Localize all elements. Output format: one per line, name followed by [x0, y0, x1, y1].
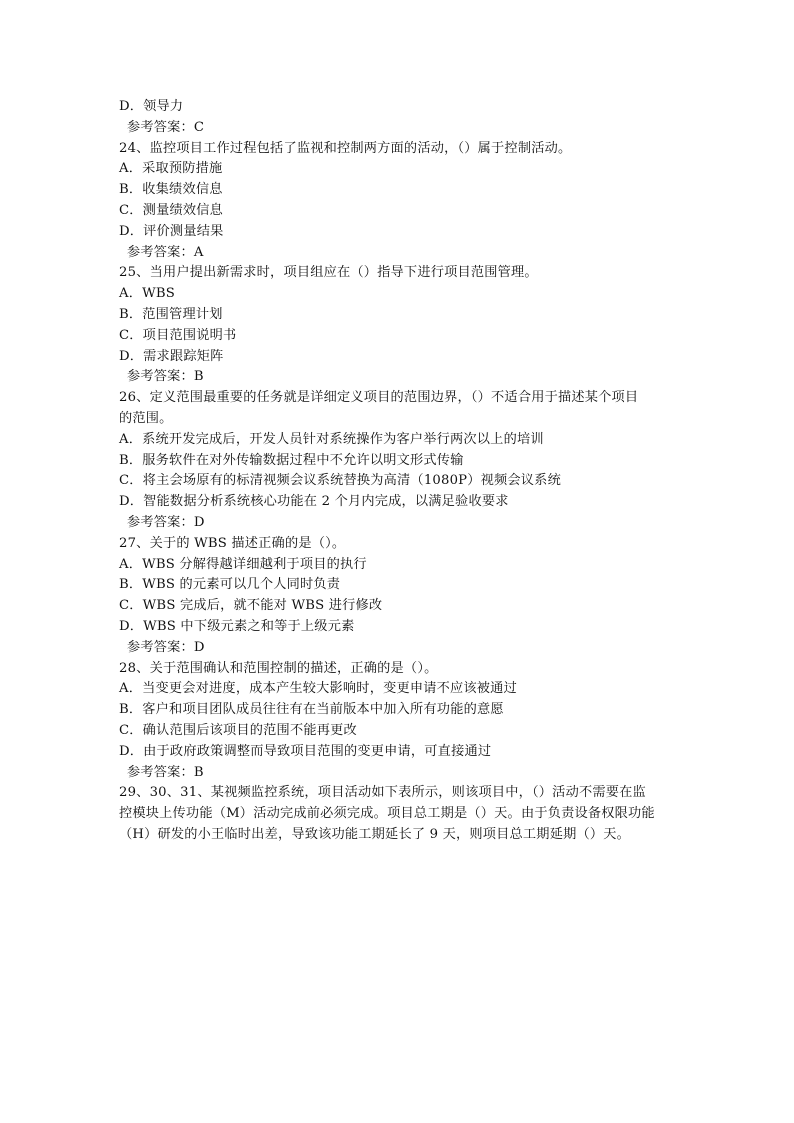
option-line: C．WBS 完成后，就不能对 WBS 进行修改: [119, 598, 383, 614]
option-line: D．WBS 中下级元素之和等于上级元素: [119, 618, 355, 634]
question-line: 28、关于范围确认和范围控制的描述，正确的是（）。: [119, 660, 438, 676]
option-line: C．项目范围说明书: [119, 327, 237, 343]
option-line: A．WBS 分解得越详细越利于项目的执行: [119, 556, 367, 572]
option-line: C．将主会场原有的标清视频会议系统替换为高清（1080P）视频会议系统: [119, 473, 561, 489]
option-line: D．智能数据分析系统核心功能在 2 个月内完成，以满足验收要求: [119, 494, 509, 510]
option-line: B．服务软件在对外传输数据过程中不允许以明文形式传输: [119, 452, 464, 468]
option-line: A．当变更会对进度，成本产生较大影响时，变更申请不应该被通过: [119, 681, 517, 697]
option-line: C．测量绩效信息: [119, 202, 224, 218]
answer-line: 参考答案：A: [127, 244, 204, 260]
question-line: 控模块上传功能（M）活动完成前必须完成。项目总工期是（）天。由于负责设备权限功能: [119, 806, 655, 822]
answer-line: 参考答案：B: [127, 764, 204, 780]
option-line: A．WBS: [119, 286, 175, 302]
option-line: D．评价测量结果: [119, 223, 224, 239]
question-line: （H）研发的小王临时出差，导致该功能工期延长了 9 天，则项目总工期延期（）天。: [119, 826, 631, 842]
answer-line: 参考答案：C: [127, 119, 205, 135]
answer-line: 参考答案：B: [127, 369, 204, 385]
option-line: A．采取预防措施: [119, 161, 223, 177]
answer-line: 参考答案：D: [127, 514, 205, 530]
option-line: A．系统开发完成后，开发人员针对系统操作为客户举行两次以上的培训: [119, 431, 544, 447]
question-line: 27、关于的 WBS 描述正确的是（）。: [119, 535, 346, 551]
question-line: 26、定义范围最重要的任务就是详细定义项目的范围边界，（）不适合用于描述某个项目: [119, 390, 639, 406]
option-line: B．客户和项目团队成员往往有在当前版本中加入所有功能的意愿: [119, 702, 504, 718]
option-line: B．收集绩效信息: [119, 182, 223, 198]
document-page: [119, 97, 679, 846]
question-line: 24、监控项目工作过程包括了监视和控制两方面的活动，（）属于控制活动。: [119, 140, 572, 156]
question-line: 29、30、31、某视频监控系统，项目活动如下表所示，则该项目中，（）活动不需要在监: [119, 785, 646, 801]
question-line: 的范围。: [119, 410, 173, 426]
option-line: B．WBS 的元素可以几个人同时负责: [119, 577, 341, 593]
question-line: 25、当用户提出新需求时，项目组应在（）指导下进行项目范围管理。: [119, 265, 538, 281]
option-line: D．需求跟踪矩阵: [119, 348, 224, 364]
answer-line: 参考答案：D: [127, 639, 205, 655]
option-line: D．由于政府政策调整而导致项目范围的变更申请，可直接通过: [119, 743, 492, 759]
option-line: B．范围管理计划: [119, 306, 223, 322]
option-line: D．领导力: [119, 99, 184, 114]
option-line: C．确认范围后该项目的范围不能再更改: [119, 722, 357, 738]
